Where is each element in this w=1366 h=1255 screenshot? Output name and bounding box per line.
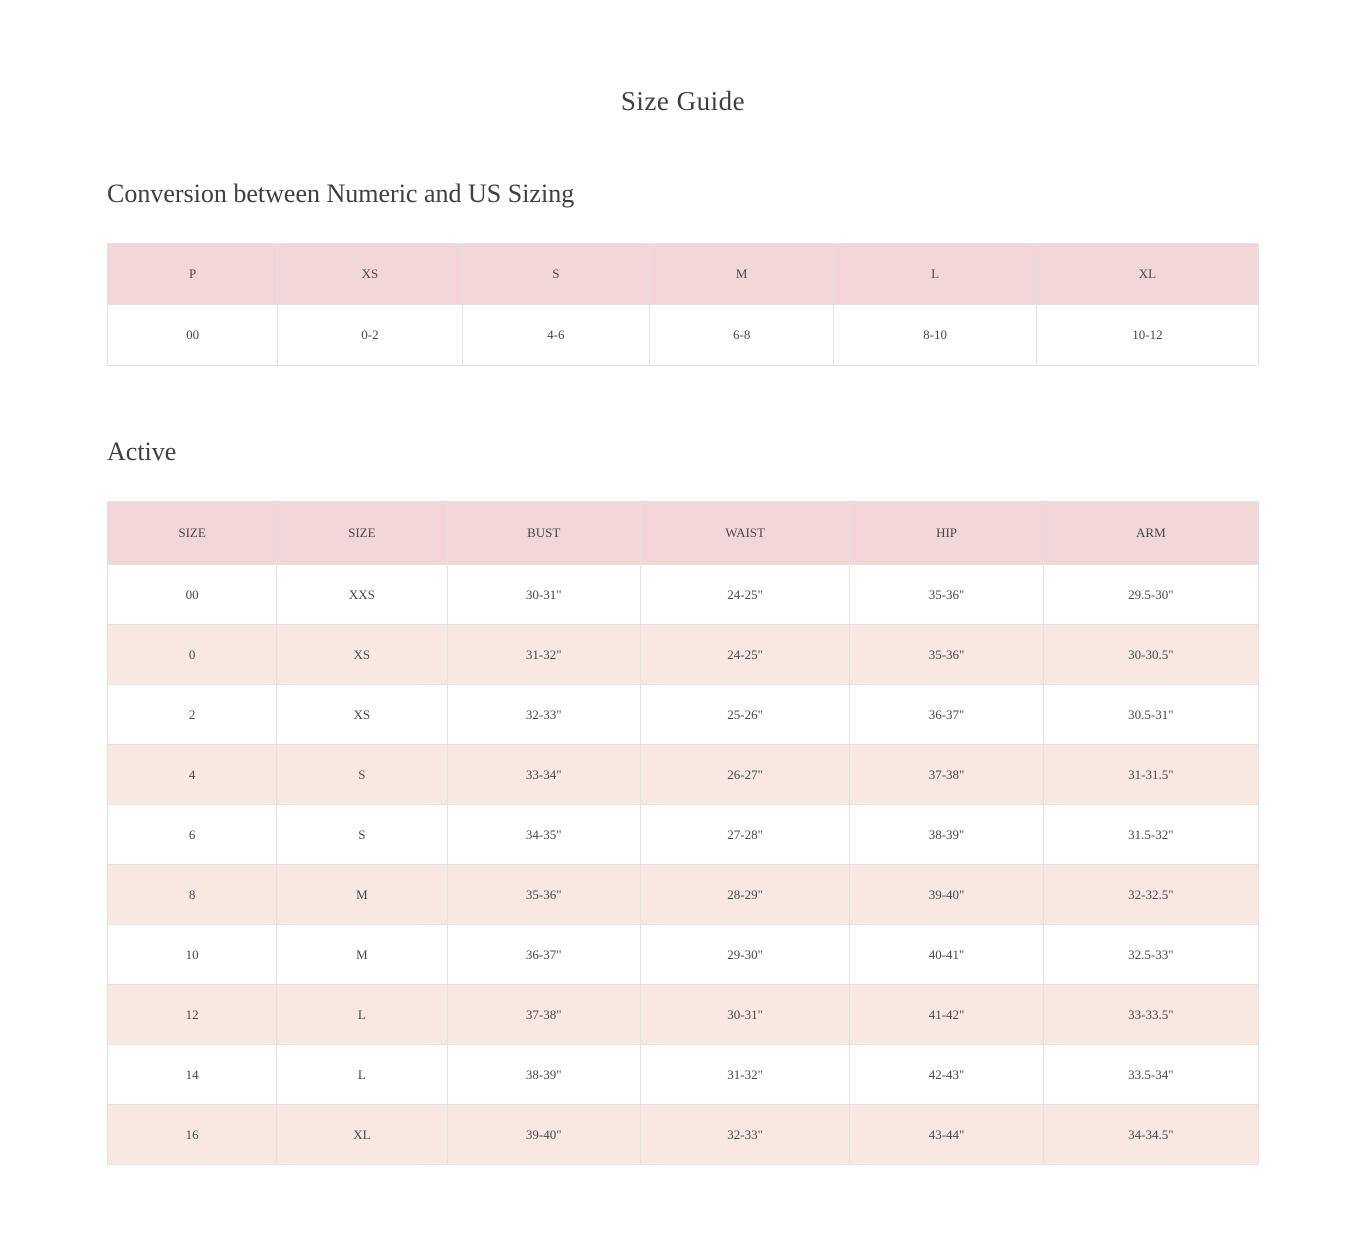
active-table-body	[108, 565, 1259, 1165]
table-cell: 33.5-34"	[1043, 1045, 1258, 1105]
table-cell: 28-29"	[640, 865, 849, 925]
table-cell: 00	[108, 305, 278, 366]
table-cell: 39-40"	[850, 865, 1043, 925]
table-cell: 36-37"	[447, 925, 640, 985]
table-cell: 42-43"	[850, 1045, 1043, 1105]
column-header: HIP	[850, 502, 1043, 565]
table-cell: 31.5-32"	[1043, 805, 1258, 865]
table-cell: 0-2	[278, 305, 462, 366]
table-cell: 25-26"	[640, 685, 849, 745]
table-cell: 6-8	[650, 305, 834, 366]
table-cell: XS	[277, 625, 447, 685]
table-cell: 2	[108, 685, 277, 745]
table-cell: 31-31.5"	[1043, 745, 1258, 805]
table-cell: M	[277, 865, 447, 925]
table-cell: 31-32"	[447, 625, 640, 685]
table-cell: 37-38"	[850, 745, 1043, 805]
table-cell: 35-36"	[850, 565, 1043, 625]
table-row	[108, 1105, 1259, 1165]
table-cell: 8-10	[834, 305, 1037, 366]
table-cell: 39-40"	[447, 1105, 640, 1165]
table-cell: 30.5-31"	[1043, 685, 1258, 745]
table-cell: 32-33"	[640, 1105, 849, 1165]
table-cell: 34-34.5"	[1043, 1105, 1258, 1165]
table-row	[108, 1045, 1259, 1105]
column-header: S	[462, 244, 650, 305]
table-cell: 10	[108, 925, 277, 985]
table-cell: 34-35"	[447, 805, 640, 865]
table-cell: 24-25"	[640, 565, 849, 625]
table-cell: M	[277, 925, 447, 985]
table-header-row	[108, 244, 1259, 305]
table-cell: 38-39"	[850, 805, 1043, 865]
table-cell: 36-37"	[850, 685, 1043, 745]
table-cell: 40-41"	[850, 925, 1043, 985]
column-header: P	[108, 244, 278, 305]
active-section-heading: Active	[107, 437, 177, 466]
table-cell: 26-27"	[640, 745, 849, 805]
table-cell: 4-6	[462, 305, 650, 366]
table-cell: 6	[108, 805, 277, 865]
active-table	[107, 501, 1259, 1165]
conversion-section	[107, 181, 1259, 366]
table-cell: 29-30"	[640, 925, 849, 985]
table-cell: S	[277, 745, 447, 805]
table-cell: 29.5-30"	[1043, 565, 1258, 625]
table-cell: 30-30.5"	[1043, 625, 1258, 685]
active-table-head	[108, 502, 1259, 565]
column-header: SIZE	[277, 502, 447, 565]
table-row	[108, 565, 1259, 625]
table-row	[108, 305, 1259, 366]
table-cell: 43-44"	[850, 1105, 1043, 1165]
table-row	[108, 625, 1259, 685]
table-cell: 35-36"	[850, 625, 1043, 685]
table-row	[108, 865, 1259, 925]
table-row	[108, 685, 1259, 745]
table-row	[108, 745, 1259, 805]
table-cell: 16	[108, 1105, 277, 1165]
column-header: WAIST	[640, 502, 849, 565]
conversion-table-head	[108, 244, 1259, 305]
table-cell: XXS	[277, 565, 447, 625]
column-header: XS	[278, 244, 462, 305]
table-cell: 32-33"	[447, 685, 640, 745]
table-cell: 32.5-33"	[1043, 925, 1258, 985]
page-title: Size Guide	[620, 86, 746, 116]
table-cell: XL	[277, 1105, 447, 1165]
table-cell: 4	[108, 745, 277, 805]
table-cell: 33-34"	[447, 745, 640, 805]
table-row	[108, 805, 1259, 865]
conversion-section-heading: Conversion between Numeric and US Sizing	[107, 179, 575, 208]
column-header: ARM	[1043, 502, 1258, 565]
column-header: BUST	[447, 502, 640, 565]
column-header: L	[834, 244, 1037, 305]
table-cell: L	[277, 1045, 447, 1105]
table-cell: L	[277, 985, 447, 1045]
table-cell: XS	[277, 685, 447, 745]
table-cell: 24-25"	[640, 625, 849, 685]
column-header: XL	[1036, 244, 1258, 305]
table-cell: 10-12	[1036, 305, 1258, 366]
column-header: SIZE	[108, 502, 277, 565]
table-cell: 31-32"	[640, 1045, 849, 1105]
table-cell: 00	[108, 565, 277, 625]
active-section	[107, 439, 1259, 1165]
table-cell: S	[277, 805, 447, 865]
conversion-table-body	[108, 305, 1259, 366]
table-cell: 37-38"	[447, 985, 640, 1045]
conversion-table	[107, 243, 1259, 366]
table-cell: 35-36"	[447, 865, 640, 925]
table-cell: 27-28"	[640, 805, 849, 865]
table-cell: 41-42"	[850, 985, 1043, 1045]
table-cell: 8	[108, 865, 277, 925]
table-row	[108, 925, 1259, 985]
table-row	[108, 985, 1259, 1045]
table-cell: 38-39"	[447, 1045, 640, 1105]
table-cell: 14	[108, 1045, 277, 1105]
table-cell: 30-31"	[447, 565, 640, 625]
column-header: M	[650, 244, 834, 305]
table-cell: 30-31"	[640, 985, 849, 1045]
table-cell: 32-32.5"	[1043, 865, 1258, 925]
table-cell: 12	[108, 985, 277, 1045]
table-header-row	[108, 502, 1259, 565]
table-cell: 33-33.5"	[1043, 985, 1258, 1045]
table-cell: 0	[108, 625, 277, 685]
